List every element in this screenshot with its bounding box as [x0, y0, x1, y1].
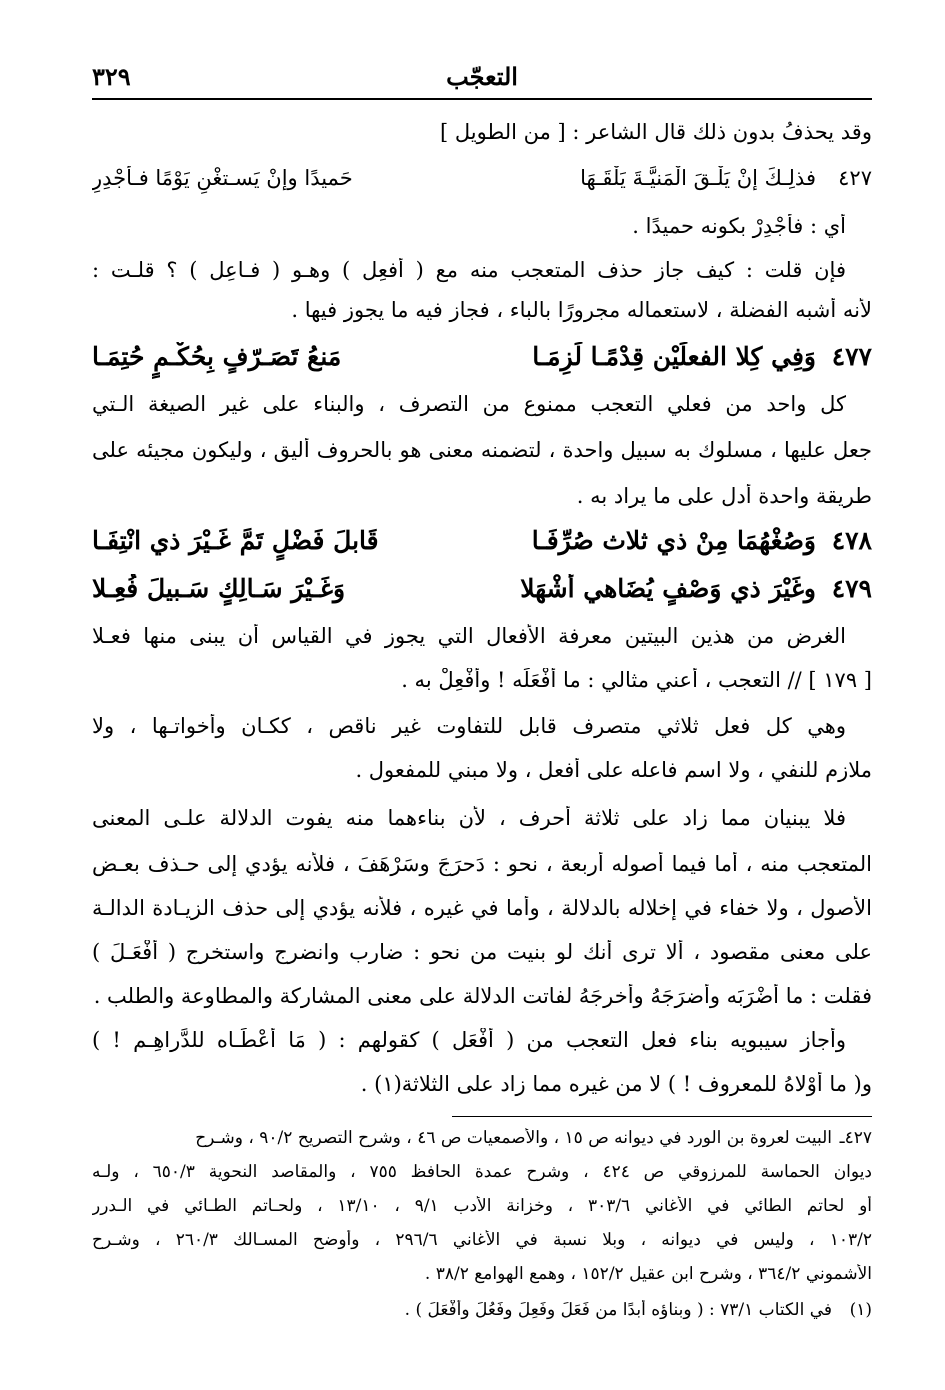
- footnote-text: في الكتاب ٧٣/١ : ( وبناؤه أبدًا من فَعَلَ وفَعِلَ وفَعُلَ وأفْعَلَ ) .: [404, 1300, 832, 1320]
- footnote-rule: [452, 1116, 872, 1117]
- verse-first-hemistich: فذلِـكَ إنْ يَلْـقَ الْمَنيَّـةَ يَلْقَـهَا: [580, 166, 816, 190]
- verse-second-hemistich: مَنعُ تَصَـرّفٍ بِحُكْـمٍ حُتِمَـا: [92, 342, 342, 371]
- footnote-1-line: [92, 1300, 872, 1334]
- verse-479: [92, 574, 872, 616]
- text-line: [ ١٧٩ ] // التعجب ، أعني مثالي : ما أفْعَلَه ! وأفْعِلْ به .: [401, 668, 872, 692]
- text-line: فلا يبنيان مما زاد على ثلاثة أحرف ، لأن بناءهما منه يفوت الدلالة علـى المعنى: [92, 806, 846, 830]
- text-line: فإن قلت : كيف جاز حذف المتعجب منه مع ( أفعِل ) وهـو ( فـاعِل ) ؟ قلـت :: [92, 258, 846, 282]
- text-line: وأجاز سيبويه بناء فعل التعجب من ( أفْعَل ) كقولهم : ( مَا أعْطَـاه للدَّراهِـم ! ): [92, 1028, 846, 1052]
- verse-427: [92, 166, 872, 208]
- footnote-text: ديوان الحماسة للمرزوقي ص ٤٢٤ ، وشرح عمدة الحافظ ٧٥٥ ، والمقاصد النحوية ٦٥٠/٣ ، ولـه: [92, 1162, 872, 1182]
- verse-first-hemistich: وغَيْرَ ذي وَصْفٍ يُضَاهي أشْهَلا: [520, 574, 816, 603]
- verse-first-hemistich: وَفِي كِلا الفعلَيْن قِدْمًـا لَزِمَـا: [532, 342, 816, 371]
- footnote-text: أو لحاتم الطائي في الأغاني ٣٠٣/٦ ، وخزانة الأدب ٩/١ ، ١٣/١٠ ، ولحـاتم الطـائي في الـدرر: [92, 1196, 872, 1216]
- chapter-title: التعجّب: [446, 62, 518, 91]
- text-line: الغرض من هذين البيتين معرفة الأفعال التي يجوز في القياس أن يبنى منها فعـلا: [92, 624, 846, 648]
- text-line: على معنى مقصود ، ألا ترى أنك لو بنيت من نحو : ضارب وانضرج واستخرج ( أفْعَـلَ ): [92, 940, 872, 964]
- footnote-text: الأشموني ٣٦٤/٢ ، وشرح ابن عقيل ١٥٢/٢ ، وهمع الهوامع ٣٨/٢ .: [424, 1264, 872, 1284]
- book-page: [92, 0, 872, 1390]
- verse-478: [92, 526, 872, 568]
- running-header: [92, 62, 872, 96]
- text-line: لأنه أشبه الفضلة ، لاستعماله مجرورًا بالباء ، فجاز فيه ما يجوز فيها .: [291, 298, 872, 322]
- verse-number: ٤٧٩: [831, 574, 872, 603]
- text-line: و( ما أوْلاهُ للمعروف ! ) لا من غيره مما زاد على الثلاثة(١) .: [360, 1072, 872, 1096]
- verse-second-hemistich: وَغَـيْرَ سَـالِكٍ سَـبيلَ فُعِـلا: [92, 574, 346, 603]
- verse-number: ٤٧٧: [831, 342, 872, 371]
- footnote-text: ١٠٣/٢ ، وليس في ديوانه ، وبلا نسبة في الأغاني ٢٩٦/٦ ، وأوضح المسـالك ٢٦٠/٣ ، وشـرح: [92, 1230, 872, 1250]
- verse-477: [92, 342, 872, 384]
- verse-second-hemistich: قَابلَ فَضْلٍ تَمَّ غَـيْرَ ذي انْتِفَـا: [92, 526, 379, 555]
- text-line: المتعجب منه ، أما فيما أصوله أربعة ، نحو : دَحرَجَ وسَرْهَفَ ، فلأنه يؤدي إلى حـذف بعـض: [92, 852, 872, 876]
- header-rule: [92, 98, 872, 100]
- text-line: طريقة واحدة أدل على ما يراد به .: [576, 484, 872, 508]
- text-line: وهي كل فعل ثلاثي متصرف قابل للتفاوت غير ناقص ، ككـان وأخواتـها ، ولا: [92, 714, 846, 738]
- text-line: أي : فأجْدِرْ بكونه حميدًا .: [632, 214, 846, 238]
- footnote-text: البيت لعروة بن الورد في ديوانه ص ١٥ ، والأصمعيات ص ٤٦ ، وشرح التصريح ٩٠/٢ ، وشـرح: [195, 1128, 832, 1148]
- verse-second-hemistich: حَميدًا وإنْ يَسـتغْنِ يَوْمًا فـأَجْدِرِ: [92, 166, 353, 190]
- footnote-marker: (١): [849, 1300, 872, 1320]
- text-line: وقد يحذفُ بدون ذلك قال الشاعر : [ من الطويل ]: [440, 120, 872, 144]
- footnote-marker: ٤٢٧ـ: [839, 1128, 872, 1148]
- verse-number: ٤٧٨: [831, 526, 872, 555]
- page-number: ٣٢٩: [92, 62, 131, 91]
- text-line: كل واحد من فعلي التعجب ممنوع من التصرف ، والبناء على غير الصيغة الـتي: [92, 392, 846, 416]
- text-line: ملازم للنفي ، ولا اسم فاعله على أفعل ، ولا مبني للمفعول .: [355, 758, 872, 782]
- text-line: الأصول ، ولا خفاء في إخلاله بالدلالة ، وأما في غيره ، فلأنه يؤدي إلى حذف الزيـادة الدالـة: [92, 896, 872, 920]
- verse-first-hemistich: وَصُغْهُمَا مِنْ ذي ثلاث صُرِّفَـا: [531, 526, 816, 555]
- text-line: فقلت : ما أضْرَبَه وأضرَجَهُ وأخرجَهُ لفاتت الدلالة على معنى المشاركة والمطاوعة والطلب .: [93, 984, 872, 1008]
- text-line: جعل عليها ، مسلوك به سبيل واحدة ، لتضمنه معنى هو بالحروف أليق ، وليكون مجيئه على: [92, 438, 872, 462]
- verse-number: ٤٢٧: [838, 166, 872, 190]
- footnote-427-line: [92, 1128, 872, 1162]
